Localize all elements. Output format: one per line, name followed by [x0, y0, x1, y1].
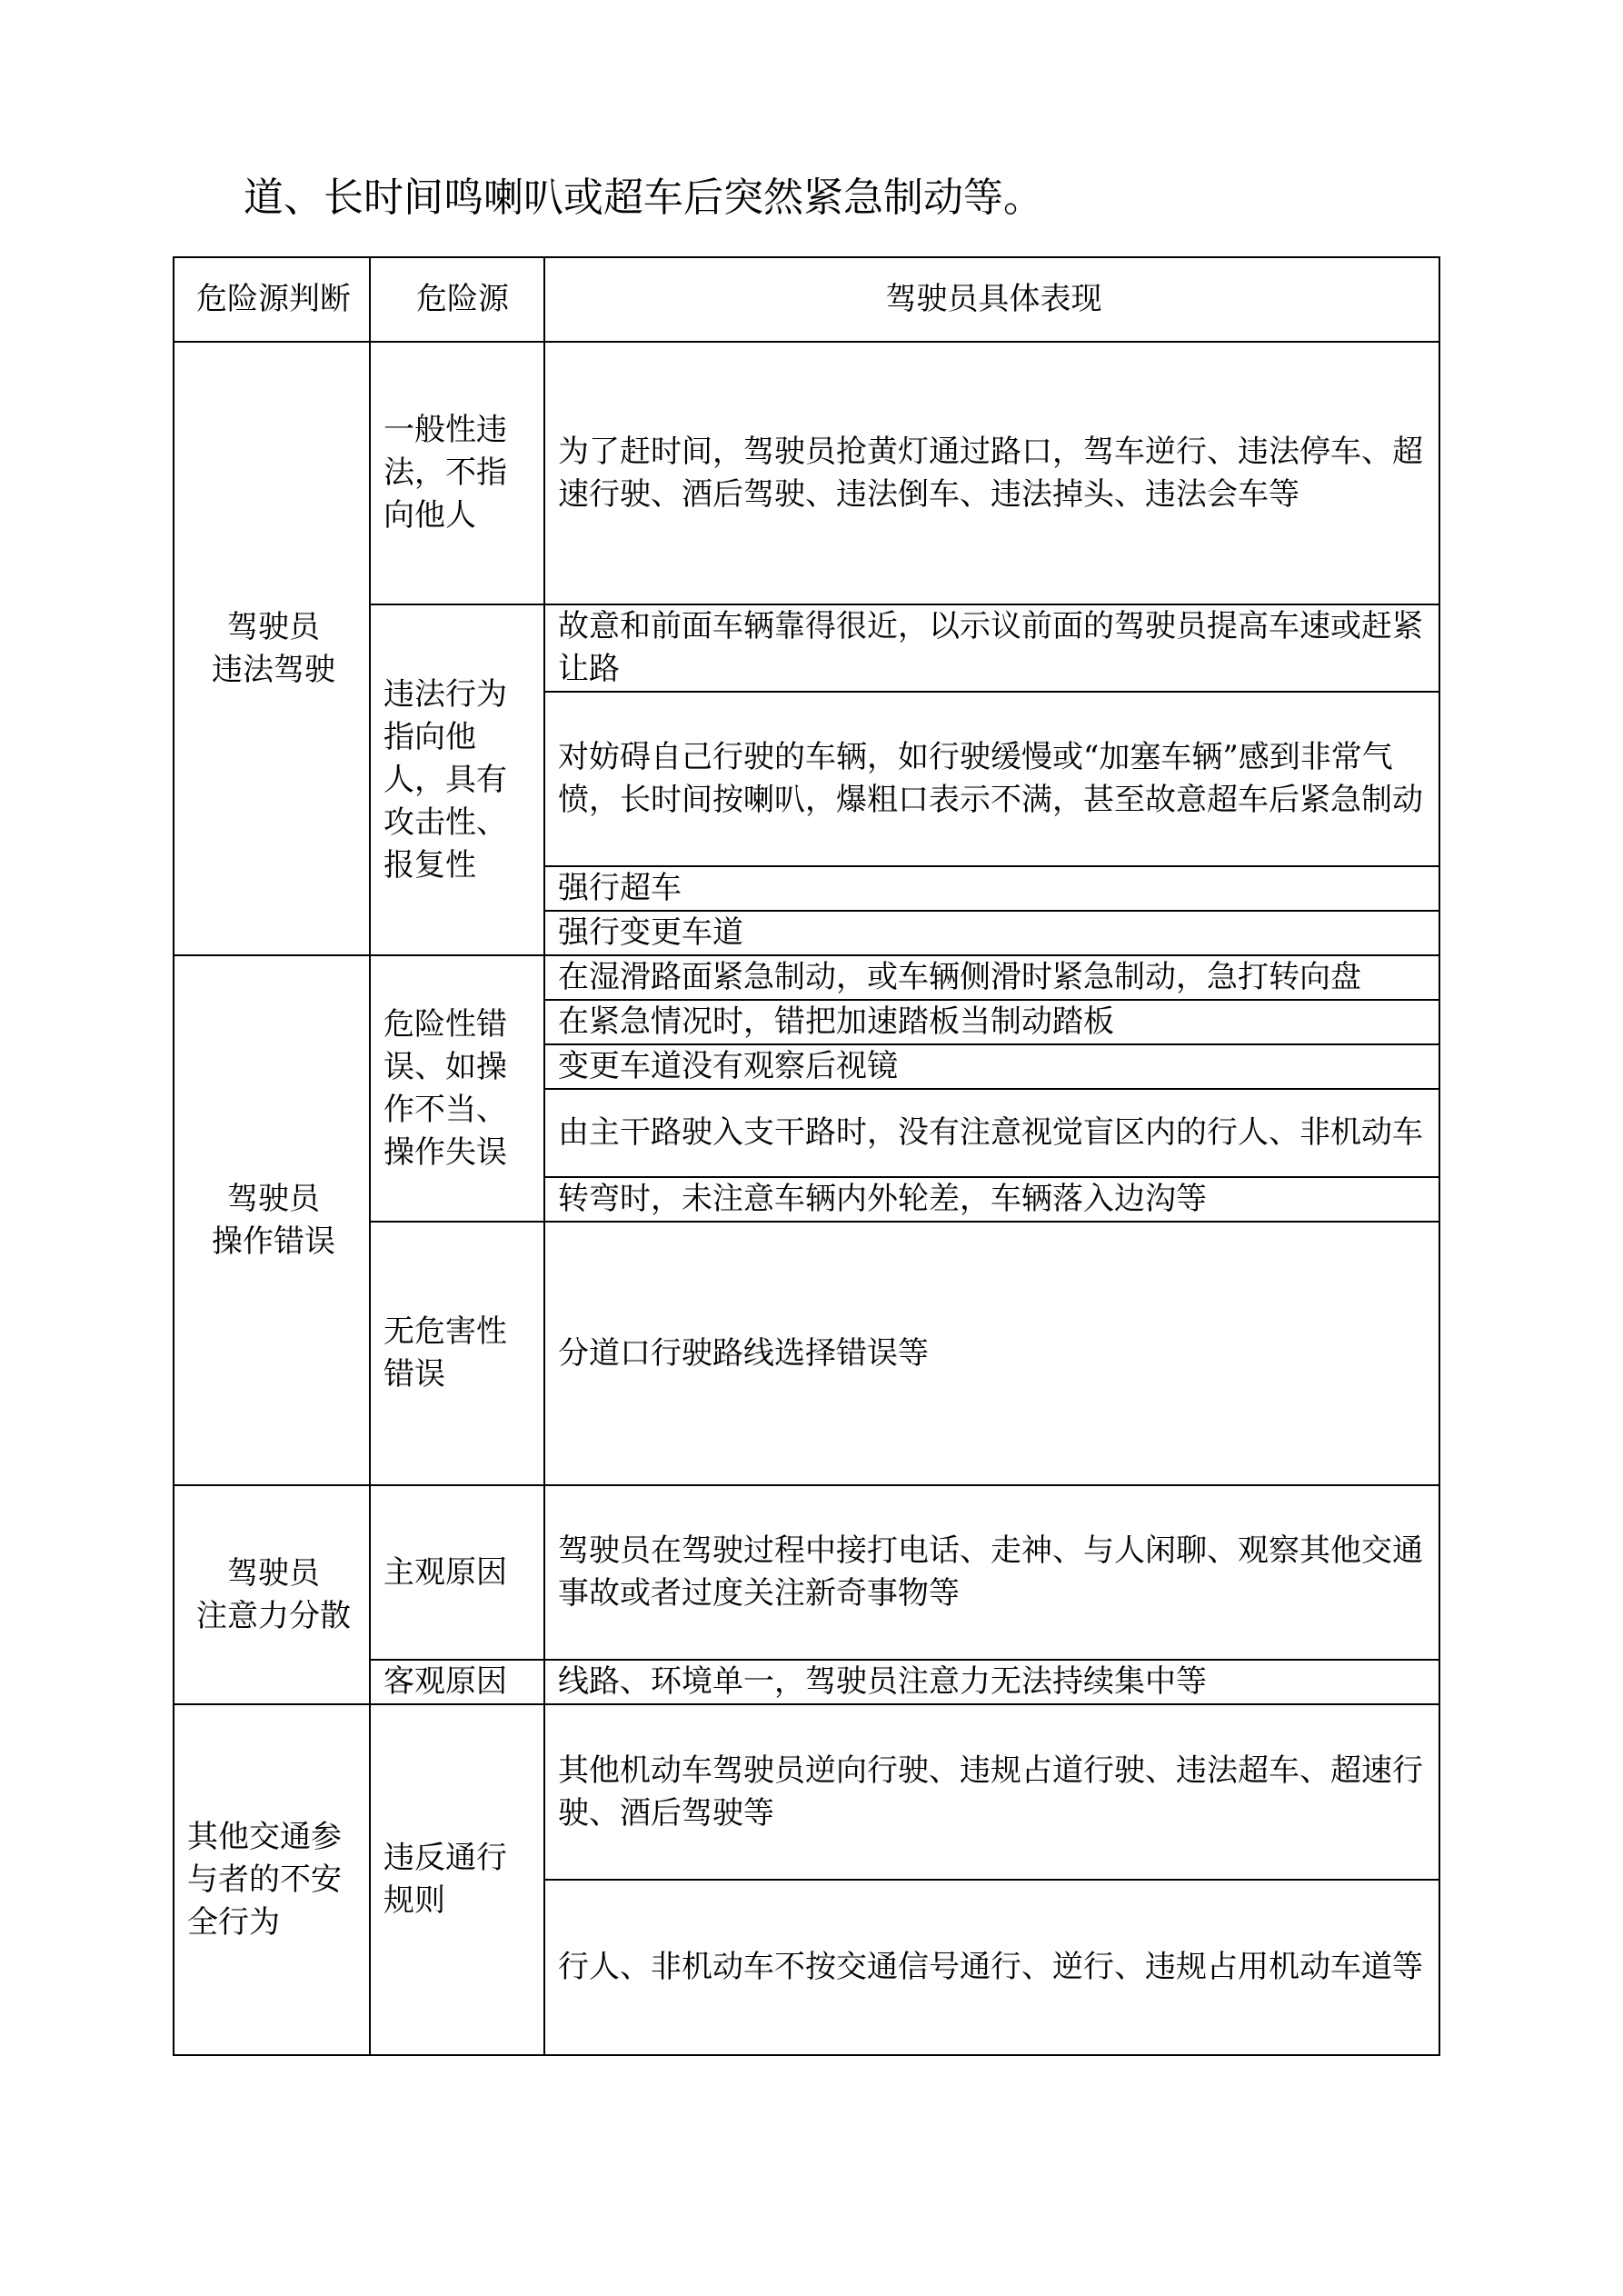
source-cell: 主观原因 [370, 1485, 544, 1660]
header-row [174, 257, 1439, 342]
hazard-table [173, 256, 1440, 2056]
behavior-cell: 转弯时，未注意车辆内外轮差，车辆落入边沟等 [544, 1177, 1439, 1222]
intro-text: 道、长时间鸣喇叭或超车后突然紧急制动等。 [244, 175, 1043, 221]
source-cell: 违反通行规则 [370, 1704, 544, 2055]
category-cell: 其他交通参与者的不安全行为 [174, 1704, 370, 2055]
behavior-cell: 在紧急情况时，错把加速踏板当制动踏板 [544, 1000, 1439, 1044]
header-behavior: 驾驶员具体表现 [544, 257, 1439, 342]
header-source: 危险源 [370, 257, 544, 342]
behavior-cell: 强行变更车道 [544, 911, 1439, 955]
source-cell: 无危害性错误 [370, 1222, 544, 1485]
header-judgment: 危险源判断 [174, 257, 370, 342]
source-cell: 一般性违法，不指向他人 [370, 342, 544, 604]
behavior-cell: 为了赶时间，驾驶员抢黄灯通过路口，驾车逆行、违法停车、超速行驶、酒后驾驶、违法倒车、违法掉头、违法会车等 [544, 342, 1439, 604]
source-cell: 客观原因 [370, 1660, 544, 1704]
table-row [174, 1485, 1439, 1660]
table-row [174, 342, 1439, 604]
behavior-cell: 行人、非机动车不按交通信号通行、逆行、违规占用机动车道等 [544, 1880, 1439, 2055]
behavior-cell: 驾驶员在驾驶过程中接打电话、走神、与人闲聊、观察其他交通事故或者过度关注新奇事物等 [544, 1485, 1439, 1660]
behavior-cell: 变更车道没有观察后视镜 [544, 1044, 1439, 1089]
behavior-cell: 分道口行驶路线选择错误等 [544, 1222, 1439, 1485]
behavior-cell: 对妨碍自己行驶的车辆，如行驶缓慢或“加塞车辆”感到非常气愤，长时间按喇叭，爆粗口表示不满，甚至故意超车后紧急制动 [544, 692, 1439, 866]
table-row [174, 955, 1439, 1000]
behavior-cell: 强行超车 [544, 866, 1439, 911]
category-cell: 驾驶员 违法驾驶 [174, 342, 370, 955]
behavior-cell: 故意和前面车辆靠得很近，以示议前面的驾驶员提高车速或赶紧让路 [544, 604, 1439, 692]
behavior-cell: 在湿滑路面紧急制动，或车辆侧滑时紧急制动，急打转向盘 [544, 955, 1439, 1000]
category-cell: 驾驶员 操作错误 [174, 955, 370, 1485]
category-cell: 驾驶员 注意力分散 [174, 1485, 370, 1704]
behavior-cell: 线路、环境单一，驾驶员注意力无法持续集中等 [544, 1660, 1439, 1704]
behavior-cell: 由主干路驶入支干路时，没有注意视觉盲区内的行人、非机动车 [544, 1089, 1439, 1177]
behavior-cell: 其他机动车驾驶员逆向行驶、违规占道行驶、违法超车、超速行驶、酒后驾驶等 [544, 1704, 1439, 1880]
table-row [174, 1704, 1439, 1880]
source-cell: 违法行为指向他人，具有攻击性、报复性 [370, 604, 544, 955]
source-cell: 危险性错误、如操作不当、操作失误 [370, 955, 544, 1222]
